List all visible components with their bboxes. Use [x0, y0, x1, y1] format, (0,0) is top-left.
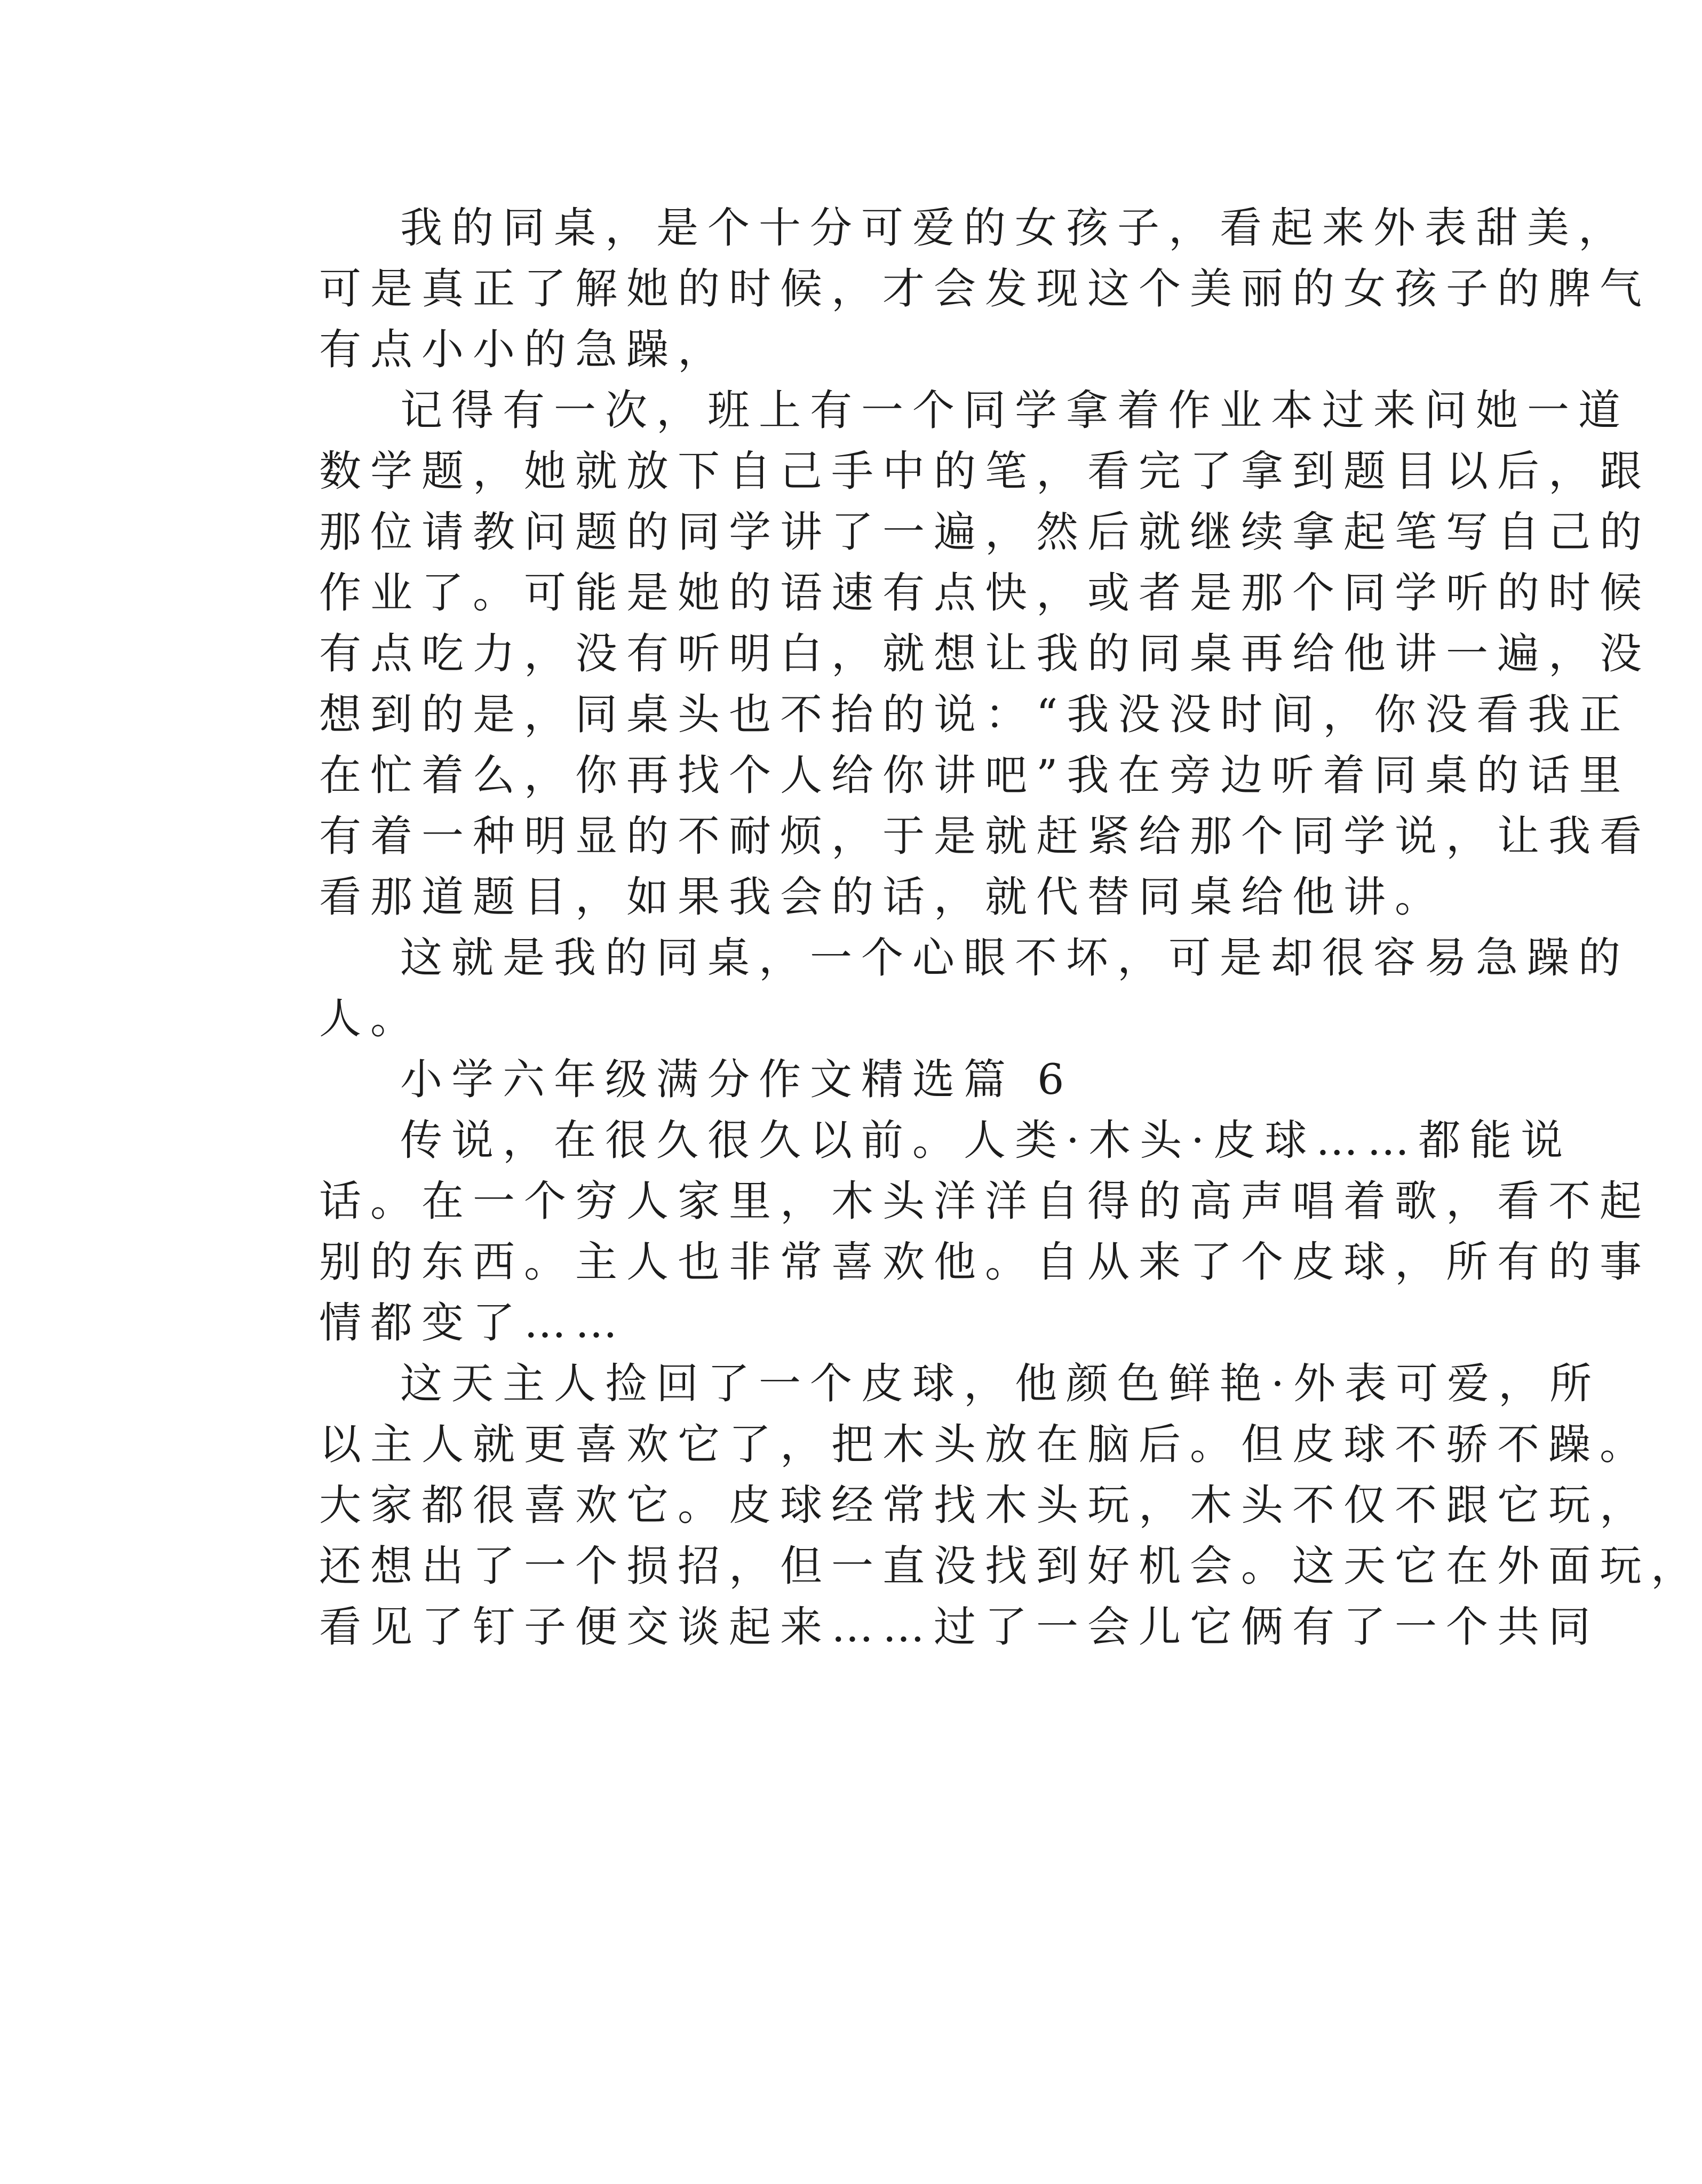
text-line: 话。在一个穷人家里，木头洋洋自得的高声唱着歌，看不起 — [319, 1177, 1651, 1226]
text-line: 数学题，她就放下自己手中的笔，看完了拿到题目以后，跟 — [319, 447, 1651, 496]
heading-text: 小学六年级满分作文精选篇 6 — [400, 1055, 1073, 1104]
text-line: 这就是我的同桌，一个心眼不坏，可是却很容易急躁的 — [400, 933, 1629, 982]
paragraph-2 — [235, 380, 1651, 927]
document-body — [235, 197, 1702, 1657]
text-line: 有着一种明显的不耐烦，于是就赶紧给那个同学说，让我看 — [319, 812, 1651, 861]
text-line: 在忙着么，你再找个人给你讲吧”我在旁边听着同桌的话里 — [319, 751, 1631, 800]
text-line: 有点吃力，没有听明白，就想让我的同桌再给他讲一遍，没 — [319, 629, 1651, 678]
text-line: 看那道题目，如果我会的话，就代替同桌给他讲。 — [319, 872, 1446, 922]
text-line: 大家都很喜欢它。皮球经常找木头玩，木头不仅不跟它玩， — [319, 1481, 1651, 1530]
text-line: 想到的是，同桌头也不抬的说：“我没没时间，你没看我正 — [319, 690, 1631, 739]
text-line: 传说，在很久很久以前。人类·木头·皮球……都能说 — [400, 1116, 1572, 1165]
text-line: 可是真正了解她的时候，才会发现这个美丽的女孩子的脾气 — [319, 264, 1651, 313]
text-line: 还想出了一个损招，但一直没找到好机会。这天它在外面玩， — [319, 1542, 1702, 1591]
paragraph-3 — [235, 927, 1629, 1049]
text-line: 有点小小的急躁， — [319, 325, 729, 374]
text-line: 作业了。可能是她的语速有点快，或者是那个同学听的时候 — [319, 568, 1651, 617]
text-line: 记得有一次，班上有一个同学拿着作业本过来问她一道 — [400, 386, 1629, 435]
text-line: 那位请教问题的同学讲了一遍，然后就继续拿起笔写自己的 — [319, 507, 1651, 557]
text-line: 人。 — [319, 994, 421, 1043]
text-line: 别的东西。主人也非常喜欢他。自从来了个皮球，所有的事 — [319, 1237, 1651, 1286]
text-line: 以主人就更喜欢它了，把木头放在脑后。但皮球不骄不躁。 — [319, 1420, 1651, 1469]
paragraph-5 — [235, 1353, 1702, 1657]
paragraph-1 — [235, 197, 1651, 380]
text-line: 情都变了…… — [319, 1298, 626, 1347]
text-line: 我的同桌，是个十分可爱的女孩子，看起来外表甜美， — [400, 203, 1629, 252]
paragraph-4 — [235, 1110, 1651, 1353]
text-line: 看见了钉子便交谈起来……过了一会儿它俩有了一个共同 — [319, 1602, 1600, 1651]
text-line: 这天主人捡回了一个皮球，他颜色鲜艳·外表可爱，所 — [400, 1359, 1601, 1408]
section-heading — [235, 1049, 1313, 1110]
